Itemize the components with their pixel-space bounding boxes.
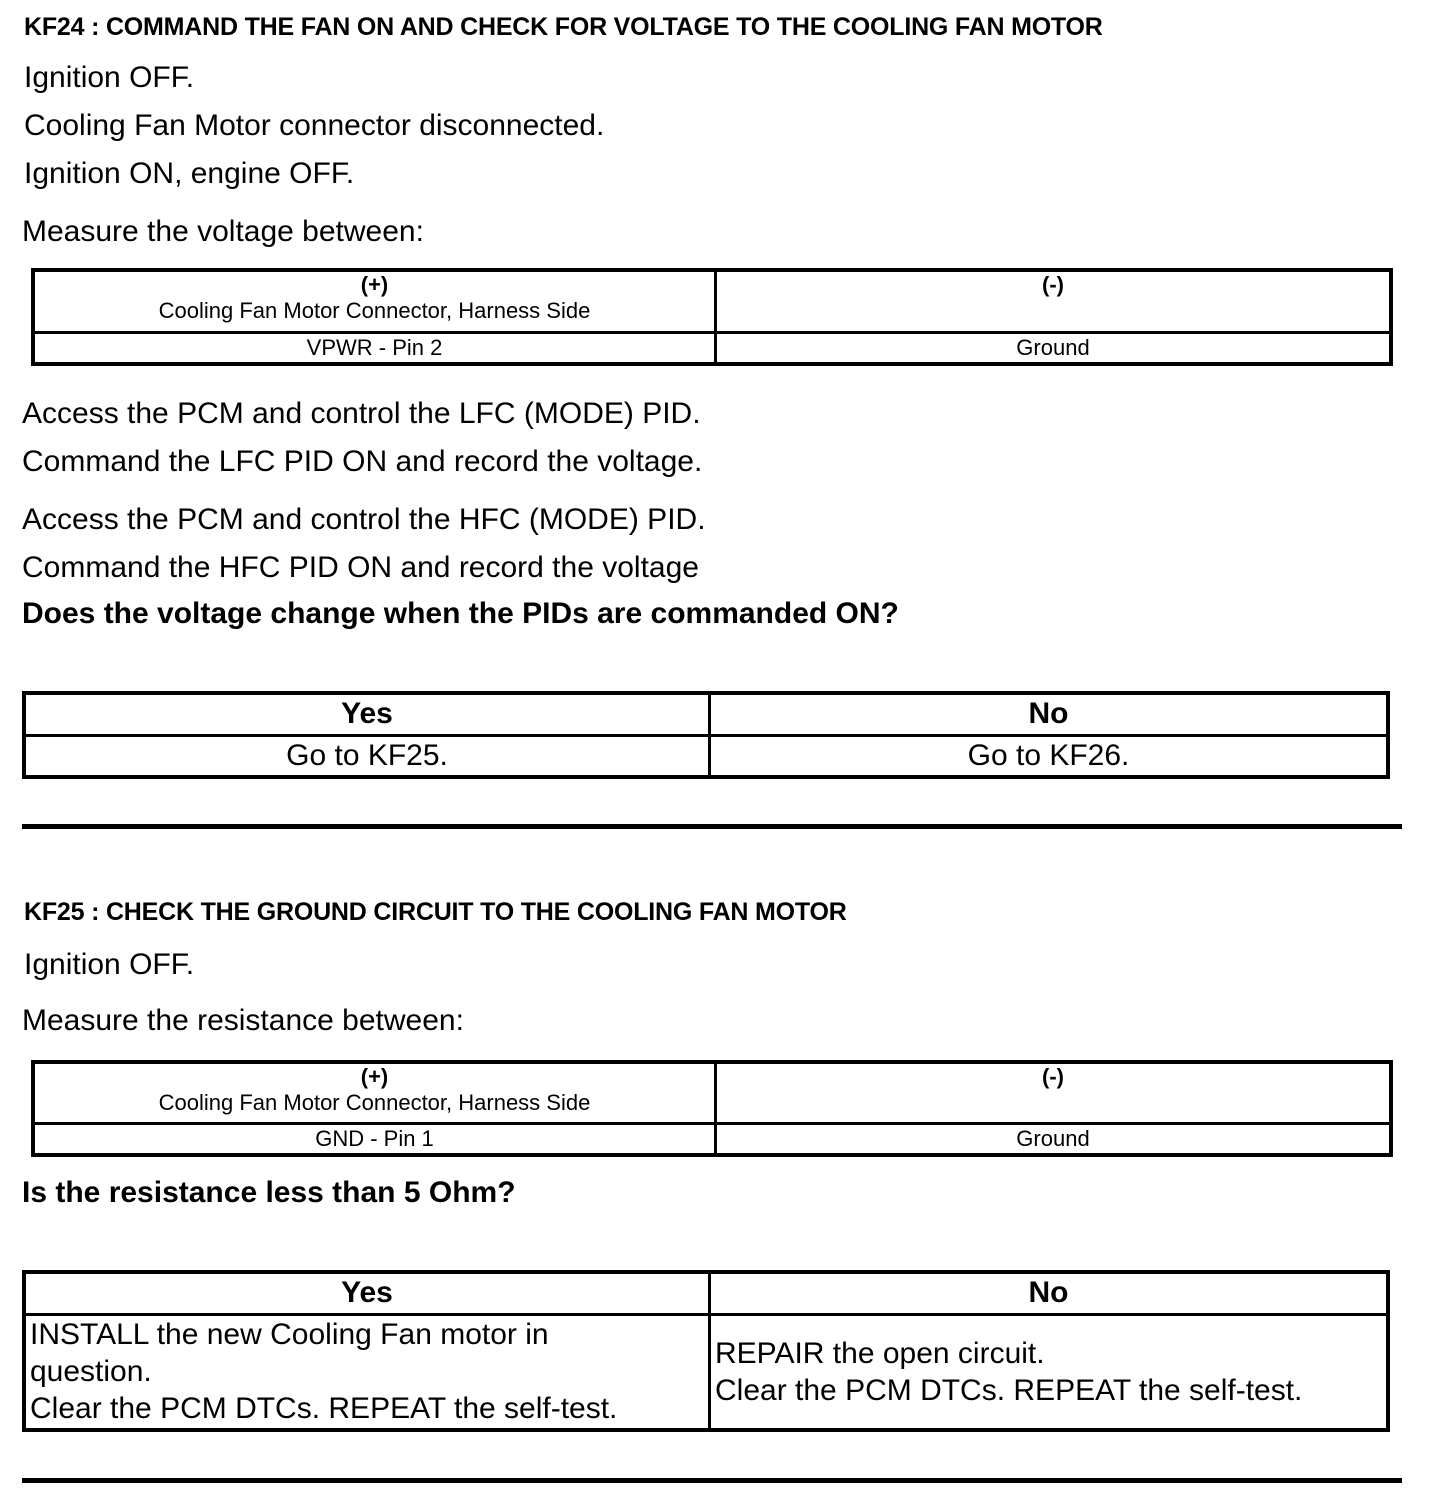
kf24-after-step-2: Command the LFC PID ON and record the voltage.	[22, 445, 703, 478]
kf24-no-header: No	[710, 693, 1389, 735]
positive-label: (+)	[360, 1064, 389, 1089]
yes-action-line: question.	[30, 1355, 152, 1389]
kf24-positive-value: VPWR - Pin 2	[33, 332, 716, 364]
kf25-no-action	[710, 1314, 1389, 1430]
kf25-yes-action	[24, 1314, 710, 1430]
kf24-heading: KF24 : COMMAND THE FAN ON AND CHECK FOR VOLTAGE TO THE COOLING FAN MOTOR	[24, 13, 1103, 41]
negative-label: (-)	[1042, 272, 1064, 297]
kf24-no-action: Go to KF26.	[710, 735, 1389, 777]
kf25-positive-value: GND - Pin 1	[33, 1123, 716, 1155]
yes-action-line: Clear the PCM DTCs. REPEAT the self-test.	[30, 1392, 618, 1426]
kf25-result-table	[22, 1270, 1390, 1432]
no-action-line: Clear the PCM DTCs. REPEAT the self-test.	[715, 1373, 1303, 1407]
kf24-measure-table	[31, 268, 1393, 366]
kf24-yes-action: Go to KF25.	[24, 735, 710, 777]
positive-sublabel: Cooling Fan Motor Connector, Harness Side	[158, 298, 591, 323]
section-divider	[22, 1478, 1402, 1483]
kf24-step-3: Ignition ON, engine OFF.	[24, 157, 355, 190]
kf24-step-4: Measure the voltage between:	[22, 215, 424, 248]
positive-sublabel: Cooling Fan Motor Connector, Harness Side	[158, 1090, 591, 1115]
kf24-step-2: Cooling Fan Motor connector disconnected.	[24, 109, 605, 142]
kf24-negative-header-cell	[716, 270, 1392, 332]
kf25-step-1: Ignition OFF.	[24, 948, 195, 981]
negative-label: (-)	[1042, 1064, 1064, 1089]
yes-action-line: INSTALL the new Cooling Fan motor in	[30, 1318, 549, 1352]
kf25-measure-table	[31, 1060, 1393, 1157]
kf24-after-step-3: Access the PCM and control the HFC (MODE) PID.	[22, 503, 706, 536]
section-divider	[22, 824, 1402, 829]
kf25-question: Is the resistance less than 5 Ohm?	[22, 1176, 516, 1209]
kf24-after-step-1: Access the PCM and control the LFC (MODE) PID.	[22, 397, 701, 430]
kf25-heading: KF25 : CHECK THE GROUND CIRCUIT TO THE COOLING FAN MOTOR	[24, 898, 847, 926]
kf25-step-2: Measure the resistance between:	[22, 1004, 464, 1037]
kf25-no-header: No	[710, 1272, 1389, 1314]
kf24-question: Does the voltage change when the PIDs are commanded ON?	[22, 597, 899, 630]
positive-label: (+)	[360, 272, 389, 297]
kf25-negative-value: Ground	[716, 1123, 1392, 1155]
kf25-negative-header-cell	[716, 1062, 1392, 1123]
kf24-step-1: Ignition OFF.	[24, 61, 195, 94]
kf24-after-step-4: Command the HFC PID ON and record the voltage	[22, 551, 699, 584]
kf24-positive-header-cell	[33, 270, 716, 332]
kf25-yes-header: Yes	[24, 1272, 710, 1314]
kf24-result-table	[22, 691, 1390, 779]
kf25-positive-header-cell	[33, 1062, 716, 1123]
kf24-negative-value: Ground	[716, 332, 1392, 364]
kf24-yes-header: Yes	[24, 693, 710, 735]
no-action-line: REPAIR the open circuit.	[715, 1336, 1045, 1370]
